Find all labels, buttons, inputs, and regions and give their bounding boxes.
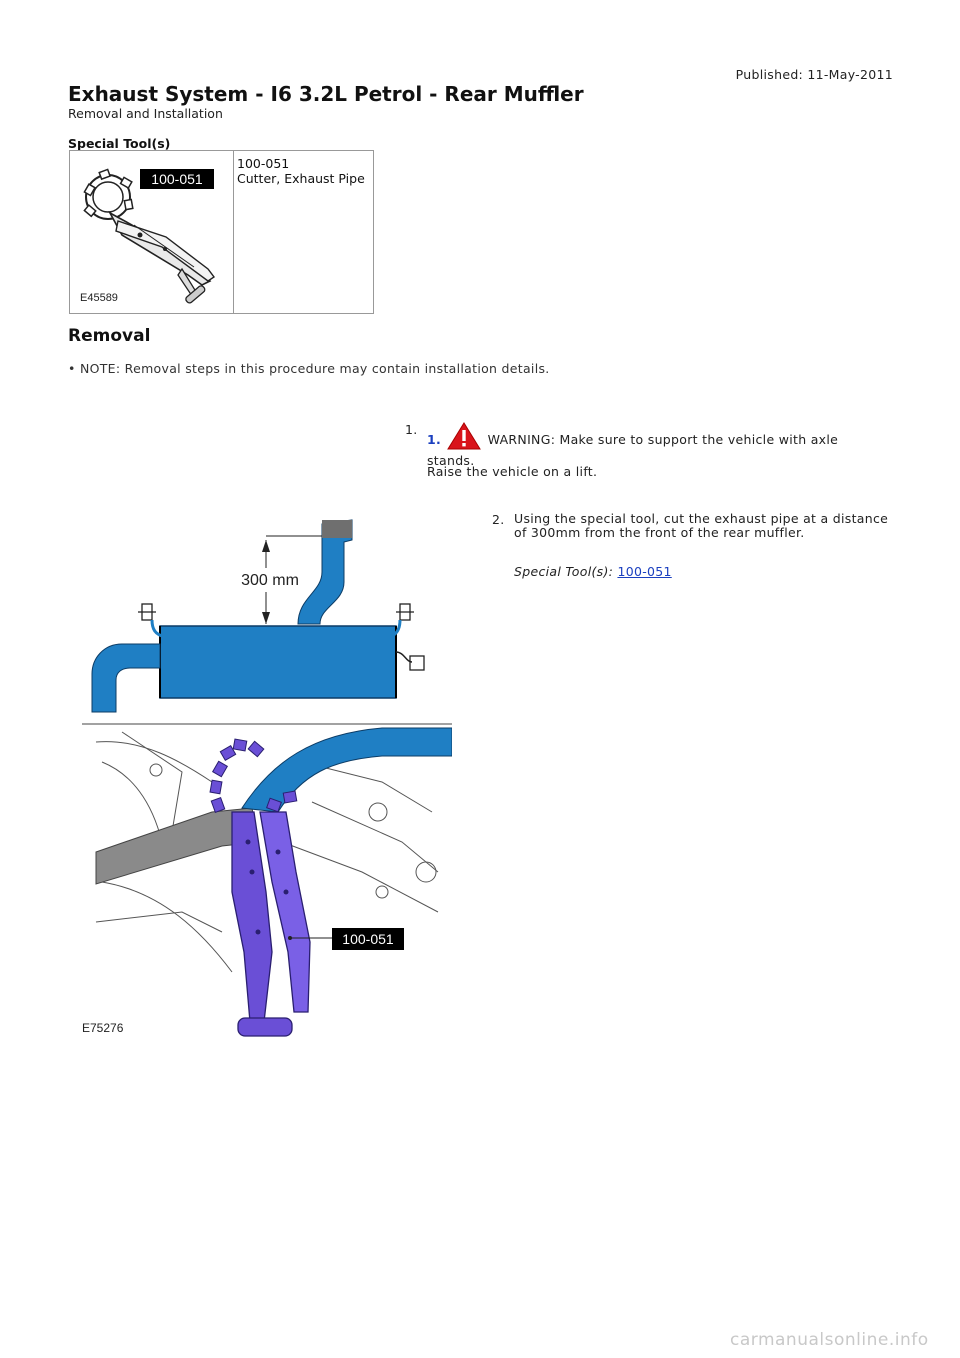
tool-link-100-051[interactable]: 100-051	[617, 564, 672, 579]
step-1-text	[427, 422, 867, 468]
section-heading-removal: Removal	[68, 326, 151, 346]
step-1-bold-number: 1.	[427, 432, 442, 447]
tool-image-callout: 100-051	[151, 171, 203, 187]
step-2-number: 2.	[492, 512, 505, 527]
watermark: carmanualsonline.info	[730, 1330, 929, 1350]
page-title: Exhaust System - I6 3.2L Petrol - Rear Muffler	[68, 82, 584, 106]
removal-note: • NOTE: Removal steps in this procedure may contain installation details.	[68, 361, 550, 376]
page-subtitle: Removal and Installation	[68, 106, 223, 121]
published-date: Published: 11-May-2011	[735, 67, 893, 82]
step-2-text: Using the special tool, cut the exhaust pipe at a distance of 300mm from the front of the rear muffler.	[514, 511, 889, 540]
tool-name: Cutter, Exhaust Pipe	[237, 171, 365, 186]
figure-callout: 100-051	[342, 931, 394, 947]
step-1-warning-text: WARNING: Make sure to support the vehicle with axle stands.	[427, 432, 839, 468]
exhaust-pipe-cutter-image	[70, 151, 232, 313]
tool-number: 100-051	[237, 156, 290, 171]
tool-image-cell	[70, 151, 234, 313]
rear-muffler-diagram	[82, 512, 452, 1042]
step-1-subtext: Raise the vehicle on a lift.	[427, 464, 598, 479]
step-2-special-tools	[514, 564, 672, 579]
dimension-label: 300 mm	[241, 572, 299, 589]
figure-image-ref: E75276	[82, 1021, 124, 1035]
step-1-number: 1.	[405, 422, 418, 437]
rear-muffler-figure	[82, 512, 452, 1042]
tool-info	[237, 156, 365, 186]
tool-image-ref: E45589	[80, 292, 118, 304]
step-2-tools-label: Special Tool(s):	[514, 564, 614, 579]
special-tools-label: Special Tool(s)	[68, 136, 171, 151]
warning-icon	[447, 422, 481, 453]
special-tools-table	[69, 150, 374, 314]
